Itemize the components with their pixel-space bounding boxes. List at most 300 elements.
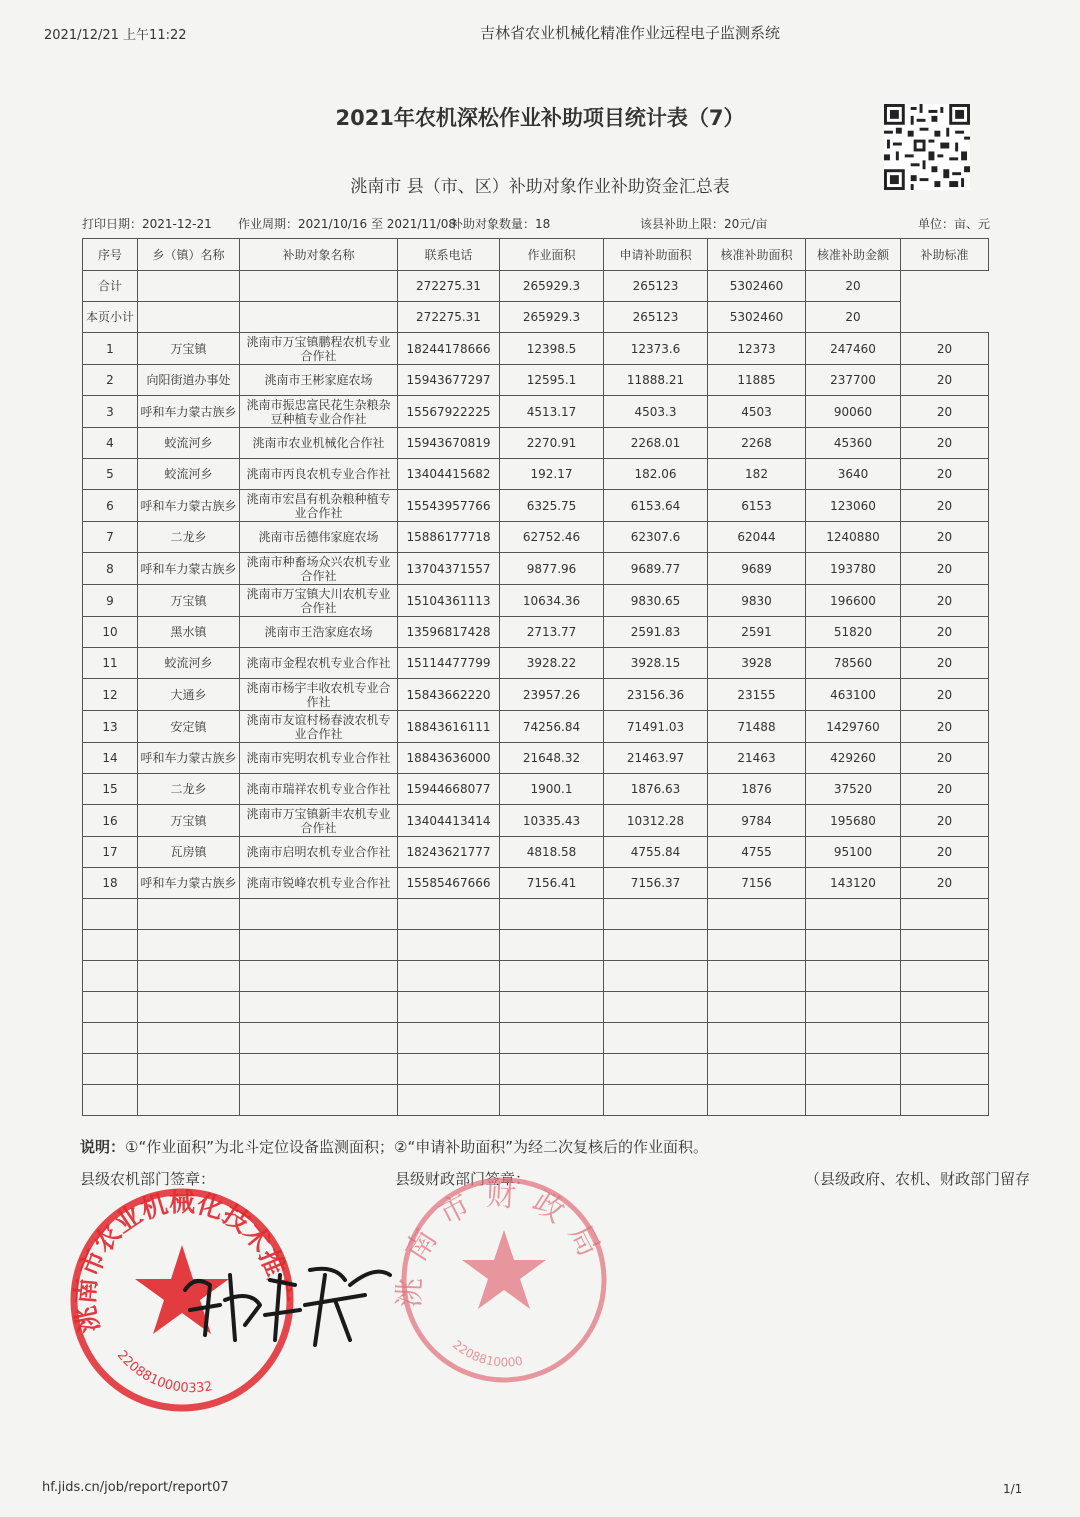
table-cell: 247460 (806, 333, 901, 365)
table-cell: 6153 (708, 490, 806, 522)
finance-department-signature-label: 县级财政部门签章： (395, 1170, 531, 1188)
table-cell: 呼和车力蒙古族乡 (138, 396, 240, 428)
header-phone: 联系电话 (398, 239, 500, 271)
table-cell: 洮南市岳德伟家庭农场 (240, 522, 398, 553)
empty-cell (901, 1085, 989, 1116)
svg-text:2208810000332 (114, 1348, 214, 1396)
table-cell: 洮南市锐峰农机专业合作社 (240, 868, 398, 899)
table-cell: 78560 (806, 648, 901, 679)
table-cell: 黑水镇 (138, 617, 240, 648)
subtotal-cell (138, 302, 240, 333)
empty-cell (604, 961, 708, 992)
empty-cell (500, 961, 604, 992)
table-cell: 21463 (708, 743, 806, 774)
empty-cell (138, 1085, 240, 1116)
table-cell: 15585467666 (398, 868, 500, 899)
empty-cell (83, 1023, 138, 1054)
subsidy-count: 补助对象数量：18 (451, 217, 551, 231)
table-cell: 15944668077 (398, 774, 500, 805)
empty-cell (398, 992, 500, 1023)
empty-cell (240, 930, 398, 961)
table-cell: 呼和车力蒙古族乡 (138, 743, 240, 774)
table-cell: 10312.28 (604, 805, 708, 837)
table-cell: 196600 (806, 585, 901, 617)
qr-code-icon (884, 104, 970, 190)
total-cell: 265123 (604, 271, 708, 302)
table-cell: 1876.63 (604, 774, 708, 805)
empty-cell (604, 992, 708, 1023)
empty-cell (901, 899, 989, 930)
subtotal-cell: 20 (806, 302, 901, 333)
table-cell: 呼和车力蒙古族乡 (138, 490, 240, 522)
table-cell: 8 (83, 553, 138, 585)
table-cell: 15114477799 (398, 648, 500, 679)
table-cell: 7156.37 (604, 868, 708, 899)
table-cell: 71491.03 (604, 711, 708, 743)
empty-cell (83, 1054, 138, 1085)
table-cell: 12373.6 (604, 333, 708, 365)
table-cell: 13404413414 (398, 805, 500, 837)
total-cell: 5302460 (708, 271, 806, 302)
table-cell: 15543957766 (398, 490, 500, 522)
browser-page-title: 吉林省农业机械化精准作业远程电子监测系统 (480, 24, 781, 42)
table-cell: 23957.26 (500, 679, 604, 711)
explanation-note (80, 1136, 708, 1157)
table-cell: 9689.77 (604, 553, 708, 585)
table-cell: 16 (83, 805, 138, 837)
total-cell (240, 271, 398, 302)
table-cell: 3928 (708, 648, 806, 679)
table-row (83, 490, 989, 522)
table-cell: 洮南市农业机械化合作社 (240, 428, 398, 459)
table-cell: 6153.64 (604, 490, 708, 522)
table-cell: 15943670819 (398, 428, 500, 459)
table-cell: 9877.96 (500, 553, 604, 585)
subsidy-limit: 该县补助上限：20元/亩 (640, 217, 768, 231)
table-cell: 143120 (806, 868, 901, 899)
table-cell: 呼和车力蒙古族乡 (138, 868, 240, 899)
table-cell: 95100 (806, 837, 901, 868)
table-row (83, 679, 989, 711)
empty-cell (901, 1023, 989, 1054)
table-row (83, 333, 989, 365)
table-row (83, 428, 989, 459)
empty-cell (806, 1023, 901, 1054)
table-cell: 5 (83, 459, 138, 490)
table-cell: 20 (901, 428, 989, 459)
table-cell: 4503.3 (604, 396, 708, 428)
table-cell: 7 (83, 522, 138, 553)
table-cell: 7156 (708, 868, 806, 899)
table-cell: 45360 (806, 428, 901, 459)
table-cell: 20 (901, 396, 989, 428)
table-cell: 20 (901, 522, 989, 553)
table-row (83, 553, 989, 585)
table-cell: 20 (901, 553, 989, 585)
subtotal-cell: 5302460 (708, 302, 806, 333)
table-cell: 18243621777 (398, 837, 500, 868)
document-subtitle: 洮南市 县（市、区）补助对象作业补助资金汇总表 (350, 177, 730, 197)
table-cell: 二龙乡 (138, 522, 240, 553)
subtotal-cell: 265123 (604, 302, 708, 333)
unit-label: 单位：亩、元 (918, 217, 991, 231)
empty-cell (901, 930, 989, 961)
table-cell: 洮南市王彬家庭农场 (240, 365, 398, 396)
table-cell: 蛟流河乡 (138, 459, 240, 490)
empty-cell (806, 1085, 901, 1116)
table-cell: 12373 (708, 333, 806, 365)
table-cell: 12595.1 (500, 365, 604, 396)
table-cell: 洮南市瑞祥农机专业合作社 (240, 774, 398, 805)
empty-cell (240, 1085, 398, 1116)
table-cell: 20 (901, 743, 989, 774)
empty-cell (500, 992, 604, 1023)
table-cell: 21463.97 (604, 743, 708, 774)
table-row (83, 648, 989, 679)
table-cell: 1240880 (806, 522, 901, 553)
table-row (83, 522, 989, 553)
empty-cell (398, 930, 500, 961)
empty-table-row (83, 1085, 989, 1116)
header-approved-amount: 核准补助金额 (806, 239, 901, 271)
table-cell: 20 (901, 365, 989, 396)
table-cell: 蛟流河乡 (138, 648, 240, 679)
table-cell: 3 (83, 396, 138, 428)
empty-cell (500, 1023, 604, 1054)
empty-cell (138, 1054, 240, 1085)
empty-cell (138, 1023, 240, 1054)
document-title: 2021年农机深松作业补助项目统计表（7） (335, 106, 745, 130)
empty-cell (604, 930, 708, 961)
total-cell (138, 271, 240, 302)
table-cell: 1429760 (806, 711, 901, 743)
empty-cell (604, 1085, 708, 1116)
empty-cell (806, 930, 901, 961)
table-cell: 13404415682 (398, 459, 500, 490)
total-cell: 合计 (83, 271, 138, 302)
agri-department-signature-label: 县级农机部门签章： (80, 1170, 216, 1188)
table-cell: 37520 (806, 774, 901, 805)
table-cell: 9830.65 (604, 585, 708, 617)
table-cell: 安定镇 (138, 711, 240, 743)
table-row (83, 617, 989, 648)
table-cell: 洮南市杨宇丰收农机专业合作社 (240, 679, 398, 711)
table-cell: 15886177718 (398, 522, 500, 553)
empty-cell (138, 992, 240, 1023)
subtotal-cell: 265929.3 (500, 302, 604, 333)
footer-url: hf.jids.cn/job/report/report07 (42, 1480, 229, 1495)
table-cell: 3928.15 (604, 648, 708, 679)
table-cell: 4755 (708, 837, 806, 868)
table-cell: 9 (83, 585, 138, 617)
table-cell: 2591 (708, 617, 806, 648)
empty-cell (708, 992, 806, 1023)
table-cell: 2 (83, 365, 138, 396)
header-applied-area: 申请补助面积 (604, 239, 708, 271)
table-cell: 洮南市友谊村杨春波农机专业合作社 (240, 711, 398, 743)
table-cell: 20 (901, 333, 989, 365)
table-cell: 18244178666 (398, 333, 500, 365)
header-approved-area: 核准补助面积 (708, 239, 806, 271)
note-text: ①“作业面积”为北斗定位设备监测面积；②“申请补助面积”为经二次复核后的作业面积。 (125, 1138, 708, 1156)
table-cell: 18843636000 (398, 743, 500, 774)
table-cell: 14 (83, 743, 138, 774)
empty-cell (500, 899, 604, 930)
table-cell: 洮南市丙良农机专业合作社 (240, 459, 398, 490)
empty-cell (398, 1085, 500, 1116)
empty-cell (708, 1054, 806, 1085)
empty-cell (138, 961, 240, 992)
empty-cell (83, 961, 138, 992)
table-cell: 11 (83, 648, 138, 679)
print-date: 打印日期：2021-12-21 (82, 217, 212, 231)
table-cell: 11888.21 (604, 365, 708, 396)
table-header-row (83, 239, 989, 271)
empty-cell (604, 899, 708, 930)
table-cell: 18 (83, 868, 138, 899)
table-cell: 20 (901, 679, 989, 711)
table-cell: 呼和车力蒙古族乡 (138, 553, 240, 585)
agri-stamp-text: 洮南市农业机械化技术推广 (70, 1188, 295, 1336)
empty-cell (708, 1023, 806, 1054)
subsidy-summary-table (82, 238, 989, 1116)
empty-cell (83, 992, 138, 1023)
table-cell: 9689 (708, 553, 806, 585)
table-cell: 123060 (806, 490, 901, 522)
header-township: 乡（镇）名称 (138, 239, 240, 271)
finance-stamp-code: 2208810000 (449, 1337, 524, 1370)
table-cell: 20 (901, 585, 989, 617)
table-cell: 62044 (708, 522, 806, 553)
table-row (83, 585, 989, 617)
table-cell: 23156.36 (604, 679, 708, 711)
table-cell: 2270.91 (500, 428, 604, 459)
total-row (83, 271, 989, 302)
table-cell: 洮南市宏昌有机杂粮种植专业合作社 (240, 490, 398, 522)
empty-table-row (83, 992, 989, 1023)
footer-page-number: 1/1 (1003, 1482, 1023, 1496)
empty-cell (398, 899, 500, 930)
finance-stamp-text: 洮南市财政局 (392, 1177, 613, 1309)
table-cell: 21648.32 (500, 743, 604, 774)
table-cell: 71488 (708, 711, 806, 743)
table-cell: 192.17 (500, 459, 604, 490)
table-cell: 2713.77 (500, 617, 604, 648)
table-cell: 10335.43 (500, 805, 604, 837)
table-cell: 74256.84 (500, 711, 604, 743)
table-cell: 4755.84 (604, 837, 708, 868)
table-cell: 洮南市万宝镇大川农机专业合作社 (240, 585, 398, 617)
table-cell: 1 (83, 333, 138, 365)
table-cell: 2268 (708, 428, 806, 459)
table-cell: 9784 (708, 805, 806, 837)
empty-cell (240, 899, 398, 930)
table-cell: 大通乡 (138, 679, 240, 711)
table-cell: 6 (83, 490, 138, 522)
note-label: 说明： (80, 1138, 126, 1156)
empty-cell (240, 992, 398, 1023)
table-cell: 237700 (806, 365, 901, 396)
table-cell: 1876 (708, 774, 806, 805)
empty-cell (806, 961, 901, 992)
retention-note: （县级政府、农机、财政部门留存 (805, 1170, 1031, 1188)
table-cell: 万宝镇 (138, 585, 240, 617)
table-cell: 20 (901, 868, 989, 899)
table-cell: 20 (901, 774, 989, 805)
empty-cell (708, 961, 806, 992)
table-cell: 20 (901, 617, 989, 648)
table-row (83, 459, 989, 490)
table-cell: 90060 (806, 396, 901, 428)
table-cell: 20 (901, 490, 989, 522)
empty-cell (708, 1085, 806, 1116)
empty-cell (901, 1054, 989, 1085)
empty-cell (138, 899, 240, 930)
table-row (83, 805, 989, 837)
table-cell: 洮南市金程农机专业合作社 (240, 648, 398, 679)
table-cell: 万宝镇 (138, 805, 240, 837)
header-work-area: 作业面积 (500, 239, 604, 271)
handwritten-signature-icon (175, 1245, 400, 1355)
table-cell: 62307.6 (604, 522, 708, 553)
table-cell: 向阳街道办事处 (138, 365, 240, 396)
table-cell: 18843616111 (398, 711, 500, 743)
table-cell: 193780 (806, 553, 901, 585)
empty-table-row (83, 961, 989, 992)
table-cell: 蛟流河乡 (138, 428, 240, 459)
table-cell: 51820 (806, 617, 901, 648)
table-cell: 11885 (708, 365, 806, 396)
table-row (83, 774, 989, 805)
subtotal-cell (240, 302, 398, 333)
table-row (83, 711, 989, 743)
table-cell: 7156.41 (500, 868, 604, 899)
header-index: 序号 (83, 239, 138, 271)
table-cell: 4513.17 (500, 396, 604, 428)
subtotal-row (83, 302, 989, 333)
table-cell: 13704371557 (398, 553, 500, 585)
table-cell: 二龙乡 (138, 774, 240, 805)
work-period: 作业周期：2021/10/16 至 2021/11/08 (238, 217, 456, 231)
finance-department-stamp-icon (392, 1168, 616, 1392)
table-cell: 12 (83, 679, 138, 711)
table-cell: 12398.5 (500, 333, 604, 365)
empty-cell (240, 961, 398, 992)
empty-cell (398, 961, 500, 992)
empty-cell (604, 1023, 708, 1054)
table-cell: 9830 (708, 585, 806, 617)
subtotal-cell: 本页小计 (83, 302, 138, 333)
table-row (83, 837, 989, 868)
table-cell: 10634.36 (500, 585, 604, 617)
table-cell: 4818.58 (500, 837, 604, 868)
empty-cell (806, 1054, 901, 1085)
table-cell: 15104361113 (398, 585, 500, 617)
empty-cell (83, 930, 138, 961)
table-cell: 2268.01 (604, 428, 708, 459)
total-cell: 272275.31 (398, 271, 500, 302)
empty-cell (901, 961, 989, 992)
table-cell: 3928.22 (500, 648, 604, 679)
table-cell: 20 (901, 459, 989, 490)
empty-cell (806, 899, 901, 930)
empty-cell (604, 1054, 708, 1085)
total-cell: 20 (806, 271, 901, 302)
table-cell: 洮南市万宝镇鹏程农机专业合作社 (240, 333, 398, 365)
table-cell: 20 (901, 711, 989, 743)
empty-cell (240, 1023, 398, 1054)
table-cell: 15 (83, 774, 138, 805)
table-cell: 23155 (708, 679, 806, 711)
empty-cell (240, 1054, 398, 1085)
browser-print-date: 2021/12/21 上午11:22 (44, 28, 187, 43)
table-cell: 3640 (806, 459, 901, 490)
table-cell: 20 (901, 805, 989, 837)
header-standard: 补助标准 (901, 239, 989, 271)
empty-table-row (83, 1023, 989, 1054)
table-cell: 429260 (806, 743, 901, 774)
table-cell: 15943677297 (398, 365, 500, 396)
empty-cell (708, 899, 806, 930)
table-row (83, 396, 989, 428)
table-row (83, 743, 989, 774)
table-cell: 4 (83, 428, 138, 459)
empty-cell (398, 1054, 500, 1085)
empty-cell (398, 1023, 500, 1054)
table-row (83, 868, 989, 899)
table-cell: 6325.75 (500, 490, 604, 522)
table-cell: 182 (708, 459, 806, 490)
table-cell: 195680 (806, 805, 901, 837)
table-cell: 15567922225 (398, 396, 500, 428)
table-cell: 4503 (708, 396, 806, 428)
table-cell: 洮南市王浩家庭农场 (240, 617, 398, 648)
empty-cell (708, 930, 806, 961)
table-cell: 463100 (806, 679, 901, 711)
svg-text:2208810000 (450, 1337, 524, 1369)
empty-cell (901, 992, 989, 1023)
table-cell: 洮南市启明农机专业合作社 (240, 837, 398, 868)
empty-cell (500, 1054, 604, 1085)
table-cell: 2591.83 (604, 617, 708, 648)
table-cell: 1900.1 (500, 774, 604, 805)
empty-table-row (83, 930, 989, 961)
table-cell: 13 (83, 711, 138, 743)
subtotal-cell: 272275.31 (398, 302, 500, 333)
empty-cell (83, 1085, 138, 1116)
table-cell: 万宝镇 (138, 333, 240, 365)
empty-table-row (83, 899, 989, 930)
table-cell: 13596817428 (398, 617, 500, 648)
table-cell: 洮南市振忠富民花生杂粮杂豆种植专业合作社 (240, 396, 398, 428)
table-cell: 洮南市宪明农机专业合作社 (240, 743, 398, 774)
table-row (83, 365, 989, 396)
header-recipient: 补助对象名称 (240, 239, 398, 271)
empty-cell (500, 930, 604, 961)
total-cell: 265929.3 (500, 271, 604, 302)
table-cell: 17 (83, 837, 138, 868)
empty-cell (500, 1085, 604, 1116)
table-cell: 瓦房镇 (138, 837, 240, 868)
table-cell: 洮南市万宝镇新丰农机专业合作社 (240, 805, 398, 837)
empty-cell (806, 992, 901, 1023)
table-cell: 15843662220 (398, 679, 500, 711)
empty-cell (83, 899, 138, 930)
empty-table-row (83, 1054, 989, 1085)
table-cell: 洮南市种畜场众兴农机专业合作社 (240, 553, 398, 585)
table-cell: 10 (83, 617, 138, 648)
table-cell: 20 (901, 648, 989, 679)
